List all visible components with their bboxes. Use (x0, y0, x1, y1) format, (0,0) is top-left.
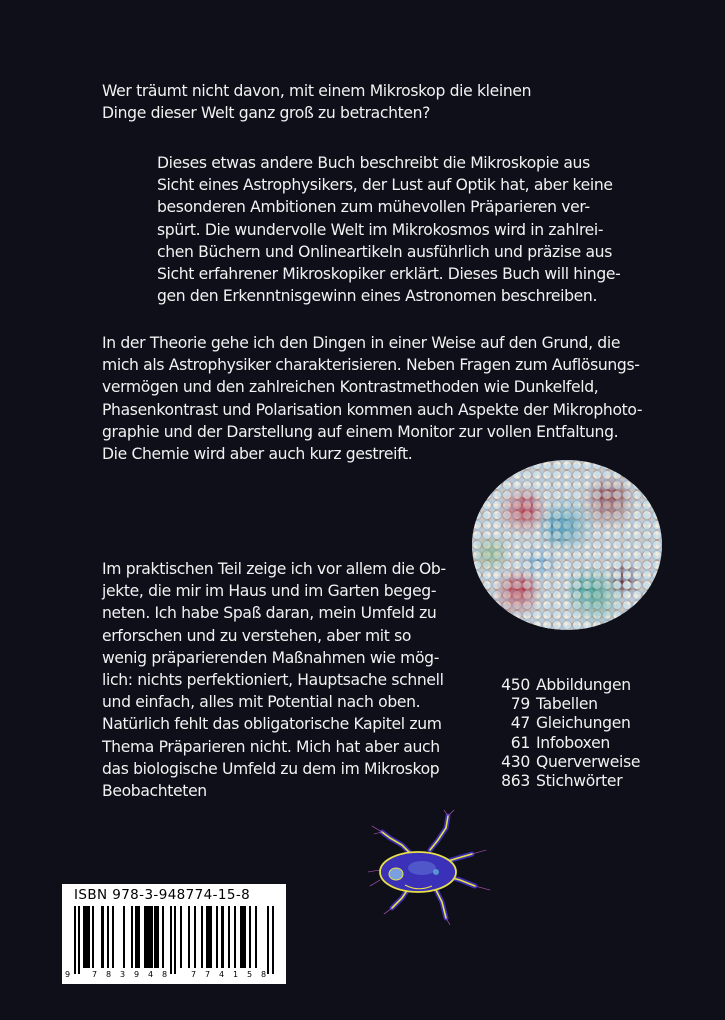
description-line: chen Büchern und Onlineartikeln ausführlich und präzise aus (157, 242, 612, 261)
practice-line: Thema Präparieren nicht. Mich hat aber auch (102, 737, 440, 756)
stat-label: Querverweise (536, 752, 641, 771)
practice-line: Natürlich fehlt das obligatorische Kapitel zum (102, 715, 442, 734)
stat-count: 47 (510, 714, 530, 733)
practice-line: lich: nichts perfektioniert, Hauptsache schnell (102, 671, 444, 690)
stat-label: Tabellen (536, 695, 598, 714)
theory-line: Phasenkontrast und Polarisation kommen auch Aspekte der Mikrophoto- (102, 400, 643, 419)
barcode-digit: 4 (148, 970, 154, 979)
mite-image (350, 810, 500, 925)
barcode-digit: 1 (233, 970, 239, 979)
description-line: Dieses etwas andere Buch beschreibt die Mikroskopie aus (157, 154, 590, 172)
isbn-label: ISBN 978-3-948774-15-8 (74, 887, 251, 903)
barcode-digit: 7 (191, 970, 197, 979)
description-line: gen den Erkenntnisgewinn eines Astronomen beschreiben. (157, 287, 598, 306)
barcode-digit: 3 (120, 970, 126, 979)
stat-count: 61 (510, 733, 530, 752)
description-line: spürt. Die wundervolle Welt im Mikrokosmos wird in zahlrei- (157, 220, 604, 239)
theory-line: vermögen und den zahlreichen Kontrastmethoden wie Dunkelfeld, (102, 378, 599, 397)
practice-line: das biologische Umfeld zu dem im Mikroskop (102, 759, 440, 778)
stat-row (498, 676, 640, 695)
practice-paragraph (102, 558, 446, 802)
barcode-digit: 8 (106, 970, 112, 979)
stat-label: Abbildungen (536, 676, 631, 694)
stain-tint (472, 460, 662, 630)
practice-line: und einfach, alles mit Potential nach oben. (102, 693, 421, 712)
barcode-digit: 7 (92, 970, 98, 979)
barcode-bars (74, 906, 277, 974)
isbn-barcode (62, 884, 286, 984)
practice-line: Beobachteten (102, 782, 207, 801)
barcode-digit: 9 (134, 970, 140, 979)
stat-row (498, 772, 640, 791)
intro-line: Dinge dieser Welt ganz groß zu betrachten? (102, 104, 431, 123)
plant-cross-section-image (472, 460, 662, 630)
intro-paragraph (102, 80, 531, 124)
barcode-digit: 7 (205, 970, 211, 979)
practice-line: erforschen und zu verstehen, aber mit so (102, 626, 412, 645)
description-line: Sicht eines Astrophysikers, der Lust auf Optik hat, aber keine (157, 176, 613, 195)
theory-line: Die Chemie wird aber auch kurz gestreift. (102, 445, 413, 464)
stat-label: Stichwörter (536, 772, 623, 791)
stat-row (498, 714, 640, 733)
stat-row (498, 753, 640, 772)
intro-line: Wer träumt nicht davon, mit einem Mikroskop die kleinen (102, 82, 532, 100)
book-stats-list (498, 676, 640, 791)
description-paragraph (157, 152, 620, 307)
practice-line: jekte, die mir im Haus und im Garten begeg- (102, 582, 437, 601)
theory-line: In der Theorie gehe ich den Dingen in einer Weise auf den Grund, die (102, 334, 621, 352)
stat-label: Infoboxen (536, 733, 610, 752)
barcode-digit: 8 (162, 970, 168, 979)
stat-row (498, 695, 640, 714)
barcode-digit: 9 (65, 970, 71, 979)
barcode-digit: 4 (219, 970, 225, 979)
practice-line: wenig präparierenden Maßnahmen wie mög- (102, 648, 439, 667)
practice-line: Im praktischen Teil zeige ich vor allem die Ob- (102, 560, 446, 578)
stat-count: 430 (501, 752, 530, 771)
theory-line: mich als Astrophysiker charakterisieren. Neben Fragen zum Auflösungs- (102, 356, 640, 375)
barcode-digit: 5 (247, 970, 253, 979)
theory-line: graphie und der Darstellung auf einem Monitor zur vollen Entfaltung. (102, 422, 619, 441)
stat-count: 863 (501, 772, 530, 791)
practice-line: neten. Ich habe Spaß daran, mein Umfeld zu (102, 604, 437, 623)
description-line: besonderen Ambitionen zum mühevollen Präparieren ver- (157, 198, 590, 217)
barcode-digits (62, 970, 286, 982)
theory-paragraph (102, 332, 642, 465)
stat-row (498, 734, 640, 753)
stat-label: Gleichungen (536, 714, 631, 733)
stat-count: 79 (510, 695, 530, 714)
description-line: Sicht erfahrener Mikroskopiker erklärt. Dieses Buch will hinge- (157, 265, 621, 284)
stat-count: 450 (501, 676, 530, 694)
barcode-digit: 8 (261, 970, 267, 979)
